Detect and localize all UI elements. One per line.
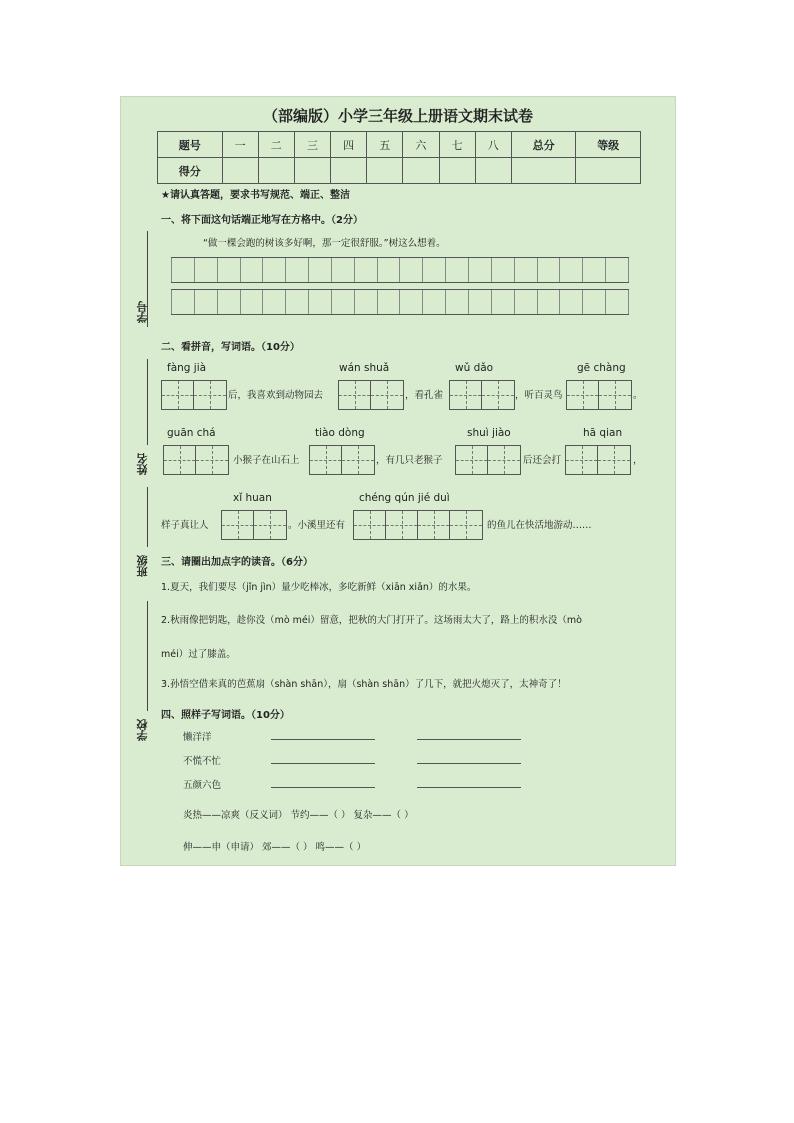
tianzige-answer[interactable] <box>565 445 631 475</box>
tianzige-answer[interactable] <box>309 445 375 475</box>
antonym-line: 炎热——凉爽（反义词） 节约——（ ） 复杂——（ ） <box>183 810 414 821</box>
score-header: 等级 <box>576 132 641 158</box>
tianzige-answer[interactable] <box>353 510 483 540</box>
section-3-heading: 三、请圈出加点字的读音。（6分） <box>161 557 313 568</box>
writing-grid-row-2[interactable] <box>171 289 629 315</box>
section-2-heading: 二、看拼音，写词语。（10分） <box>161 342 300 353</box>
sentence-text: 后，我喜欢到动物园去 <box>228 390 324 401</box>
pinyin: fàng jià <box>167 362 207 374</box>
pinyin: guān chá <box>167 427 216 439</box>
question-line: méi）过了膝盖。 <box>161 649 236 660</box>
side-label-student-id: 学号 <box>136 301 149 323</box>
writing-grid-row-1[interactable] <box>171 257 629 283</box>
pinyin: gē chàng <box>577 362 626 374</box>
score-header: 总分 <box>511 132 576 158</box>
sentence-text: 。 <box>633 390 643 401</box>
answer-line[interactable] <box>271 787 375 788</box>
section-1-heading: 一、将下面这句话端正地写在方格中。（2分） <box>161 215 363 226</box>
pinyin: xǐ huan <box>233 492 272 504</box>
score-cell[interactable] <box>439 158 475 184</box>
score-row-label: 得分 <box>158 158 223 184</box>
example-word: 五颜六色 <box>183 780 222 791</box>
sentence-text: ， <box>633 455 643 466</box>
example-word: 懒洋洋 <box>183 732 212 743</box>
score-header: 题号 <box>158 132 223 158</box>
example-word: 不慌不忙 <box>183 756 222 767</box>
sentence-text: 样子真让人 <box>161 520 209 531</box>
score-header: 一 <box>222 132 258 158</box>
score-header: 七 <box>439 132 475 158</box>
question-line: 3.孙悟空借来真的芭蕉扇（shàn shān），扇（shàn shān）了几下，就把火熄灭了，太神奇了！ <box>161 679 567 690</box>
score-cell[interactable] <box>331 158 367 184</box>
score-cell[interactable] <box>475 158 511 184</box>
exam-paper <box>120 96 676 866</box>
page-title: （部编版）小学三年级上册语文期末试卷 <box>262 107 533 125</box>
score-header: 六 <box>403 132 439 158</box>
score-cell[interactable] <box>511 158 576 184</box>
side-line <box>147 359 148 445</box>
tianzige-answer[interactable] <box>338 380 404 410</box>
answer-line[interactable] <box>417 739 521 740</box>
sentence-text: ，听百灵鸟 <box>515 390 563 401</box>
pinyin: chéng qún jié duì <box>359 492 450 504</box>
answer-line[interactable] <box>417 763 521 764</box>
score-header: 二 <box>258 132 294 158</box>
score-cell[interactable] <box>403 158 439 184</box>
side-line <box>147 487 148 547</box>
section-1-sentence: “做一棵会跑的树该多好啊，那一定很舒服。”树这么想着。 <box>203 238 446 249</box>
sentence-text: 。小溪里还有 <box>288 520 346 531</box>
tianzige-answer[interactable] <box>221 510 287 540</box>
answer-line[interactable] <box>271 739 375 740</box>
question-line: 1.夏天，我们要尽（jǐn jìn）量少吃棒冰，多吃新鲜（xiān xiǎn）的水果。 <box>161 582 477 593</box>
side-line <box>147 601 148 711</box>
sentence-text: 后还会打 <box>523 455 562 466</box>
sentence-text: 小猴子在山石上 <box>233 455 300 466</box>
sentence-text: 的鱼儿在快活地游动…… <box>487 520 592 531</box>
homophone-line: 伸——申（申请） 郊——（ ） 鸣——（ ） <box>183 842 367 853</box>
sentence-text: ，看孔雀 <box>405 390 444 401</box>
score-cell[interactable] <box>258 158 294 184</box>
pinyin: hā qian <box>583 427 623 439</box>
score-header: 五 <box>367 132 403 158</box>
score-header: 四 <box>331 132 367 158</box>
tianzige-answer[interactable] <box>455 445 521 475</box>
tianzige-answer[interactable] <box>449 380 515 410</box>
score-header: 三 <box>294 132 330 158</box>
answer-line[interactable] <box>271 763 375 764</box>
pinyin: wán shuǎ <box>339 362 390 374</box>
instruction: ★请认真答题，要求书写规范、端正、整洁 <box>161 190 350 201</box>
score-cell[interactable] <box>576 158 641 184</box>
score-header: 八 <box>475 132 511 158</box>
score-cell[interactable] <box>367 158 403 184</box>
answer-line[interactable] <box>417 787 521 788</box>
sentence-text: ，有几只老猴子 <box>376 455 443 466</box>
score-table-row <box>158 158 641 184</box>
side-label-name: 姓名 <box>136 453 149 475</box>
side-label-school: 学校 <box>136 719 149 741</box>
section-4-heading: 四、照样子写词语。（10分） <box>161 710 290 721</box>
tianzige-answer[interactable] <box>163 445 229 475</box>
score-table-header-row <box>158 132 641 158</box>
score-cell[interactable] <box>294 158 330 184</box>
score-cell[interactable] <box>222 158 258 184</box>
pinyin: wǔ dǎo <box>455 362 494 374</box>
tianzige-answer[interactable] <box>161 380 227 410</box>
score-table <box>157 131 641 184</box>
question-line: 2.秋雨像把钥匙，趁你没（mò méi）留意，把秋的大门打开了。这场雨太大了，路上的积水没（mò <box>161 615 582 626</box>
tianzige-answer[interactable] <box>566 380 632 410</box>
pinyin: tiào dòng <box>315 427 365 439</box>
side-label-class: 班级 <box>136 555 149 577</box>
pinyin: shuì jiào <box>467 427 511 439</box>
